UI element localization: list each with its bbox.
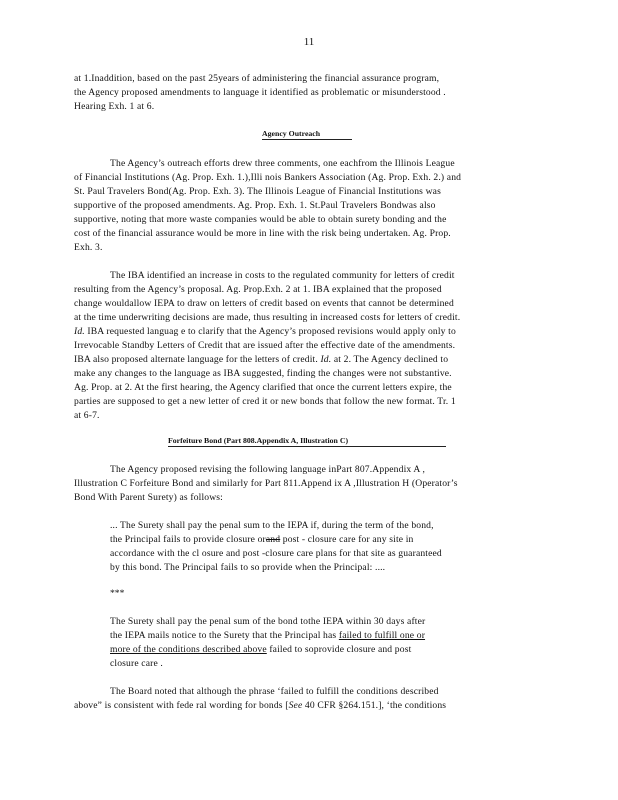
- deleted-text: and: [265, 534, 281, 545]
- paragraph-3-line: resulting from the Agency’s proposal. Ag. Prop.Exh. 2 at 1. IBA explained that the proposed: [74, 284, 442, 295]
- quote-line: [110, 644, 411, 655]
- citation-see: See: [288, 700, 303, 711]
- paragraph-3-line: at 6-7.: [74, 410, 100, 421]
- paragraph-4-line: Bond With Parent Surety) as follows:: [74, 492, 223, 503]
- paragraph-1-line: Hearing Exh. 1 at 6.: [74, 101, 155, 112]
- quote-line: The Surety shall pay the penal sum of the bond tothe IEPA within 30 days after: [110, 616, 426, 627]
- paragraph-3-line: make any changes to the language as IBA suggested, finding the changes were not substantive.: [74, 368, 452, 379]
- paragraph-3-line: change wouldallow IEPA to draw on letters of credit based on events that cannot be determined: [74, 298, 454, 309]
- paragraph-3-line: [74, 326, 456, 337]
- quote-line: [110, 630, 425, 641]
- paragraph-5-line: [74, 700, 446, 711]
- inserted-text: failed to fulfill one or: [338, 630, 426, 641]
- quote-text: the Principal fails to provide closure or: [110, 534, 266, 545]
- citation-id: Id.: [320, 354, 332, 365]
- page-number: 11: [303, 36, 315, 48]
- quote-text: the IEPA mails notice to the Surety that the Principal has: [110, 630, 339, 641]
- paragraph-3-line: at the time underwriting decisions are made, thus resulting in increased costs for letters of credit.: [74, 312, 461, 323]
- paragraph-4-line: Illustration C Forfeiture Bond and similarly for Part 811.Append ix A ,Illustration H (Operator’s: [74, 478, 458, 489]
- paragraph-1-line: the Agency proposed amendments to language it identified as problematic or misunderstood .: [74, 87, 446, 98]
- quote-line: accordance with the cl osure and post -closure care plans for that site as guaranteed: [110, 548, 442, 559]
- paragraph-3-line: Ag. Prop. at 2. At the first hearing, the Agency clarified that once the current letters expire, the: [74, 382, 452, 393]
- paragraph-3-text: IBA also proposed alternate language for the letters of credit.: [74, 354, 318, 365]
- paragraph-3-line: The IBA identified an increase in costs to the regulated community for letters of credit: [110, 270, 455, 281]
- paragraph-5-text: 40 CFR §264.151.], ‘the conditions: [302, 700, 447, 711]
- paragraph-2-line: St. Paul Travelers Bond(Ag. Prop. Exh. 3). The Illinois League of Financial Institutions was: [74, 186, 441, 197]
- paragraph-2-line: supportive, noting that more waste companies would be able to obtain surety bonding and the: [74, 214, 447, 225]
- quote-line: closure care .: [110, 658, 163, 669]
- paragraph-2-line: Exh. 3.: [74, 242, 103, 253]
- paragraph-2-line: The Agency’s outreach efforts drew three comments, one eachfrom the Illinois League: [110, 158, 455, 169]
- paragraph-1-line: at 1.Inaddition, based on the past 25years of administering the financial assurance program,: [74, 73, 440, 84]
- inserted-text: more of the conditions described above: [110, 644, 267, 655]
- citation-id: Id.: [74, 326, 85, 337]
- quote-text: post - closure care for any site in: [280, 534, 414, 545]
- paragraph-4-line: The Agency proposed revising the following language inPart 807.Appendix A ,: [110, 464, 425, 475]
- paragraph-5-text: above” is consistent with fede ral wording for bonds [: [74, 700, 289, 711]
- quote-line: by this bond. The Principal fails to so provide when the Principal: ....: [110, 562, 386, 573]
- paragraph-5-line: The Board noted that although the phrase ‘failed to fulfill the conditions described: [110, 686, 439, 697]
- paragraph-2-line: of Financial Institutions (Ag. Prop. Exh. 1.),Illi nois Bankers Association (Ag. Prop. Exh. 2.) and: [74, 172, 462, 183]
- omission-marker: ***: [110, 588, 125, 599]
- quote-text: failed to soprovide closure and post: [266, 644, 412, 655]
- paragraph-2-line: cost of the financial assurance would be more in line with the risk being undertaken. Ag. Prop.: [74, 228, 451, 239]
- paragraph-3-text: at 2. The Agency declined to: [331, 354, 449, 365]
- quote-line: ... The Surety shall pay the penal sum to the IEPA if, during the term of the bond,: [110, 520, 434, 531]
- paragraph-3-line: Irrevocable Standby Letters of Credit that are issued after the effective date of the amendments.: [74, 340, 456, 351]
- paragraph-3-line: [74, 354, 448, 365]
- paragraph-3-line: parties are supposed to get a new letter of cred it or new bonds that follow the new format. Tr. 1: [74, 396, 456, 407]
- paragraph-2-line: supportive of the proposed amendments. Ag. Prop. Exh. 1. St.Paul Travelers Bondwas also: [74, 200, 436, 211]
- paragraph-3-text: IBA requested languag e to clarify that the Agency’s proposed revisions would apply only to: [84, 326, 456, 337]
- section-heading-agency-outreach: Agency Outreach: [262, 129, 352, 140]
- section-heading-forfeiture-bond: Forfeiture Bond (Part 808.Appendix A, Illustration C): [168, 436, 446, 447]
- quote-line: [110, 534, 413, 545]
